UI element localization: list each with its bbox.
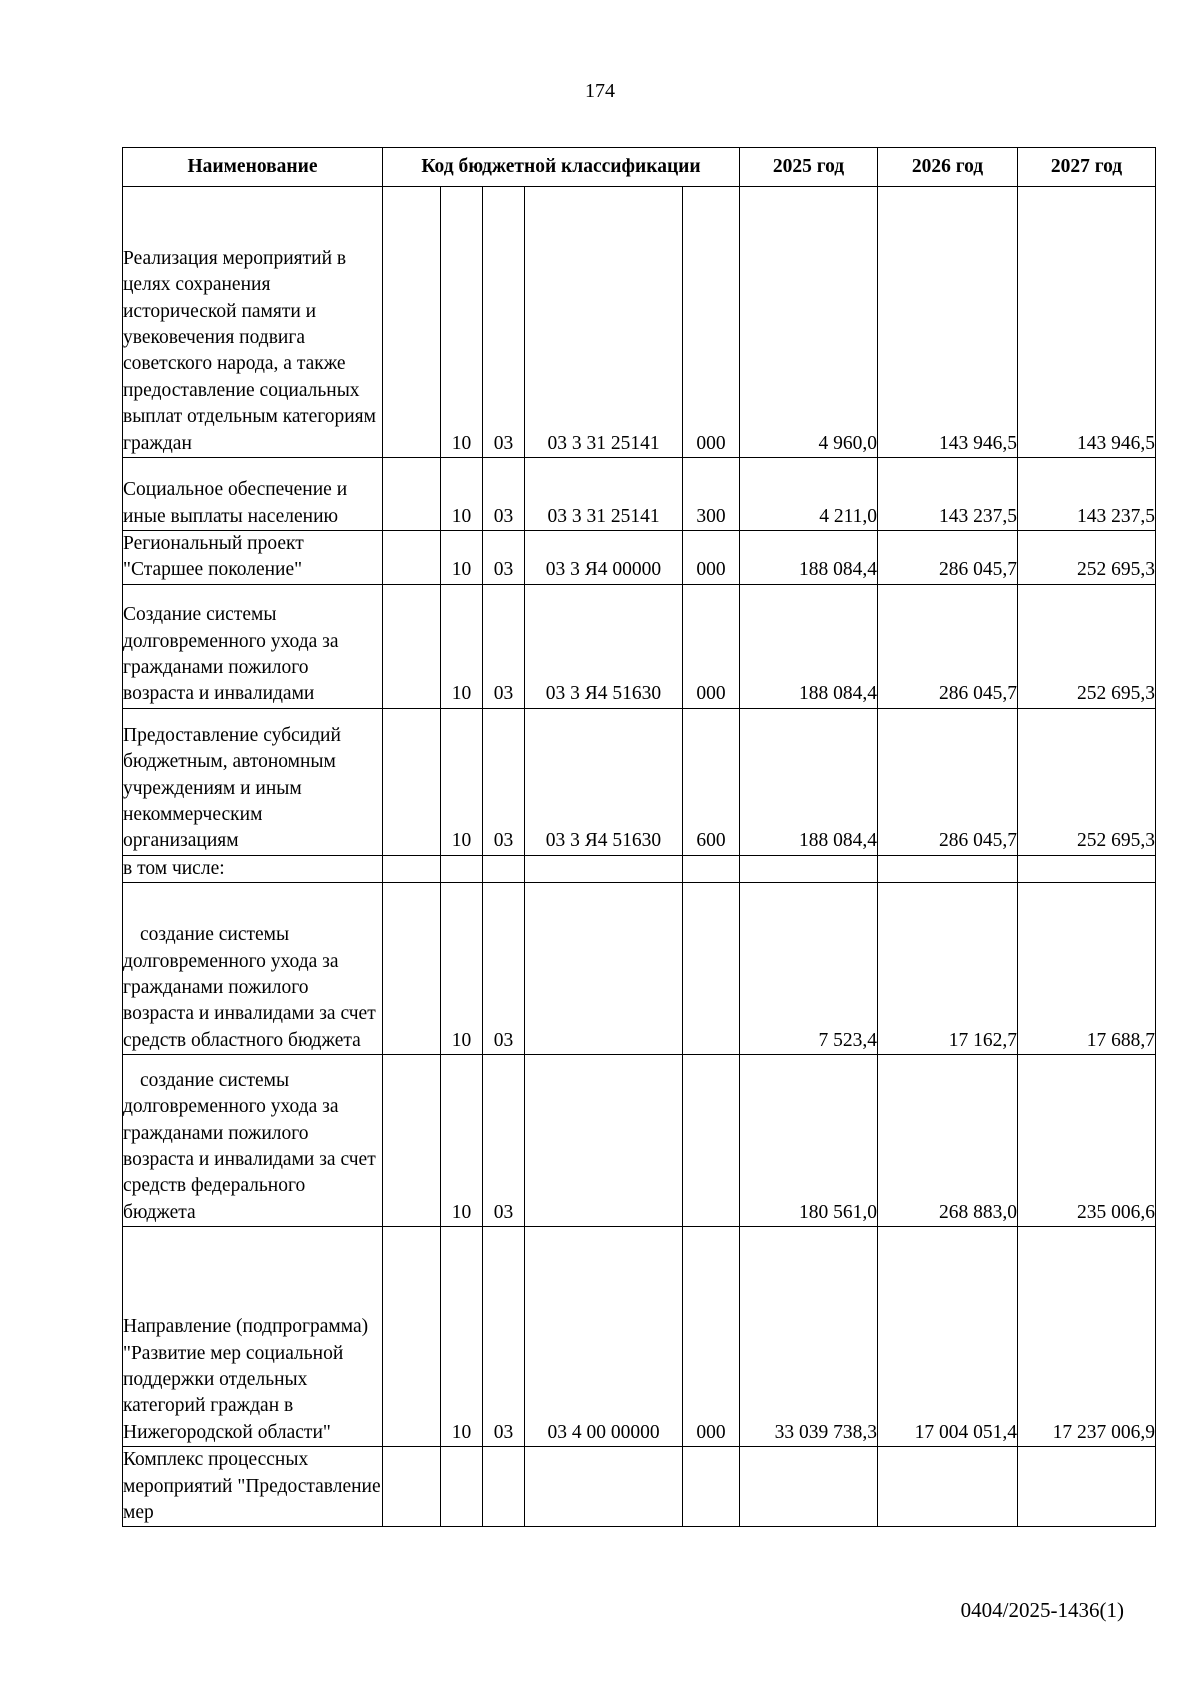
header-2026: 2026 год — [878, 148, 1018, 187]
code-expense-type: 600 — [683, 708, 740, 855]
code-subsection — [483, 1447, 525, 1527]
row-name: Направление (подпрограмма) "Развитие мер социальной поддержки отдельных категорий граждан в Нижегородской области" — [123, 1227, 383, 1447]
code-expense-type — [683, 855, 740, 882]
value-2025: 33 039 738,3 — [740, 1227, 878, 1447]
code-target — [525, 1447, 683, 1527]
code-subsection: 03 — [483, 458, 525, 531]
value-2026: 17 004 051,4 — [878, 1227, 1018, 1447]
header-name: Наименование — [123, 148, 383, 187]
code-subsection — [483, 855, 525, 882]
code-target: 03 3 Я4 00000 — [525, 531, 683, 585]
row-name: в том числе: — [123, 855, 383, 882]
code-target — [525, 883, 683, 1055]
code-section: 10 — [441, 1055, 483, 1227]
table-row — [123, 883, 1156, 1055]
value-2027: 17 688,7 — [1018, 883, 1156, 1055]
value-2025 — [740, 1447, 878, 1527]
table-row — [123, 1227, 1156, 1447]
code-subsection: 03 — [483, 584, 525, 708]
budget-table — [122, 147, 1156, 1527]
code-section: 10 — [441, 708, 483, 855]
code-subsection: 03 — [483, 187, 525, 458]
table-row — [123, 458, 1156, 531]
value-2027: 252 695,3 — [1018, 708, 1156, 855]
table-row — [123, 708, 1156, 855]
code-expense-type: 000 — [683, 1227, 740, 1447]
row-name: создание системы долговременного ухода за гражданами пожилого возраста и инвалидами за счет средств федерального бюджета — [123, 1055, 383, 1227]
code-part-1 — [383, 187, 441, 458]
value-2026 — [878, 1447, 1018, 1527]
code-part-1 — [383, 458, 441, 531]
code-part-1 — [383, 1227, 441, 1447]
row-name: Комплекс процессных мероприятий "Предоставление мер — [123, 1447, 383, 1527]
document-code: 0404/2025-1436(1) — [960, 1598, 1124, 1622]
code-part-1 — [383, 1447, 441, 1527]
header-row — [123, 148, 1156, 187]
code-section: 10 — [441, 1227, 483, 1447]
code-section: 10 — [441, 531, 483, 585]
code-expense-type: 000 — [683, 187, 740, 458]
code-subsection: 03 — [483, 1055, 525, 1227]
header-2025: 2025 год — [740, 148, 878, 187]
code-part-1 — [383, 1055, 441, 1227]
row-name: создание системы долговременного ухода за гражданами пожилого возраста и инвалидами за счет средств областного бюджета — [123, 883, 383, 1055]
row-name: Создание системы долговременного ухода за гражданами пожилого возраста и инвалидами — [123, 584, 383, 708]
value-2026: 143 946,5 — [878, 187, 1018, 458]
value-2027: 252 695,3 — [1018, 584, 1156, 708]
value-2025: 180 561,0 — [740, 1055, 878, 1227]
value-2025: 4 960,0 — [740, 187, 878, 458]
value-2027 — [1018, 1447, 1156, 1527]
table-row — [123, 1447, 1156, 1527]
value-2026: 143 237,5 — [878, 458, 1018, 531]
table-row — [123, 531, 1156, 585]
code-expense-type — [683, 1447, 740, 1527]
code-expense-type — [683, 1055, 740, 1227]
table-row — [123, 855, 1156, 882]
code-target — [525, 1055, 683, 1227]
code-subsection: 03 — [483, 1227, 525, 1447]
code-target: 03 3 31 25141 — [525, 458, 683, 531]
value-2025: 188 084,4 — [740, 708, 878, 855]
code-subsection: 03 — [483, 708, 525, 855]
code-part-1 — [383, 883, 441, 1055]
code-section: 10 — [441, 883, 483, 1055]
code-section: 10 — [441, 584, 483, 708]
code-subsection: 03 — [483, 883, 525, 1055]
value-2026: 286 045,7 — [878, 531, 1018, 585]
code-part-1 — [383, 531, 441, 585]
page-number: 174 — [585, 80, 615, 102]
code-target: 03 3 Я4 51630 — [525, 708, 683, 855]
code-expense-type: 000 — [683, 531, 740, 585]
row-name: Реализация мероприятий в целях сохранения исторической памяти и увековечения подвига советского народа, а также предоставление социальных выплат отдельным категориям граждан — [123, 187, 383, 458]
value-2025: 188 084,4 — [740, 531, 878, 585]
code-expense-type: 000 — [683, 584, 740, 708]
value-2026: 286 045,7 — [878, 708, 1018, 855]
value-2025: 7 523,4 — [740, 883, 878, 1055]
row-name: Региональный проект "Старшее поколение" — [123, 531, 383, 585]
value-2025 — [740, 855, 878, 882]
code-target — [525, 855, 683, 882]
code-target: 03 3 Я4 51630 — [525, 584, 683, 708]
value-2027: 143 237,5 — [1018, 458, 1156, 531]
code-subsection: 03 — [483, 531, 525, 585]
value-2026: 268 883,0 — [878, 1055, 1018, 1227]
code-target: 03 3 31 25141 — [525, 187, 683, 458]
code-target: 03 4 00 00000 — [525, 1227, 683, 1447]
header-2027: 2027 год — [1018, 148, 1156, 187]
value-2027: 17 237 006,9 — [1018, 1227, 1156, 1447]
value-2026 — [878, 855, 1018, 882]
row-name: Социальное обеспечение и иные выплаты населению — [123, 458, 383, 531]
value-2025: 188 084,4 — [740, 584, 878, 708]
value-2027: 235 006,6 — [1018, 1055, 1156, 1227]
table-row — [123, 1055, 1156, 1227]
header-code: Код бюджетной классификации — [383, 148, 740, 187]
code-section — [441, 1447, 483, 1527]
code-section: 10 — [441, 187, 483, 458]
code-expense-type: 300 — [683, 458, 740, 531]
code-part-1 — [383, 708, 441, 855]
code-part-1 — [383, 855, 441, 882]
code-section: 10 — [441, 458, 483, 531]
code-part-1 — [383, 584, 441, 708]
value-2025: 4 211,0 — [740, 458, 878, 531]
value-2026: 17 162,7 — [878, 883, 1018, 1055]
row-name: Предоставление субсидий бюджетным, автономным учреждениям и иным некоммерческим организациям — [123, 708, 383, 855]
table-row — [123, 584, 1156, 708]
code-expense-type — [683, 883, 740, 1055]
value-2026: 286 045,7 — [878, 584, 1018, 708]
value-2027: 252 695,3 — [1018, 531, 1156, 585]
value-2027: 143 946,5 — [1018, 187, 1156, 458]
table-body — [123, 187, 1156, 1527]
table-row — [123, 187, 1156, 458]
code-section — [441, 855, 483, 882]
value-2027 — [1018, 855, 1156, 882]
